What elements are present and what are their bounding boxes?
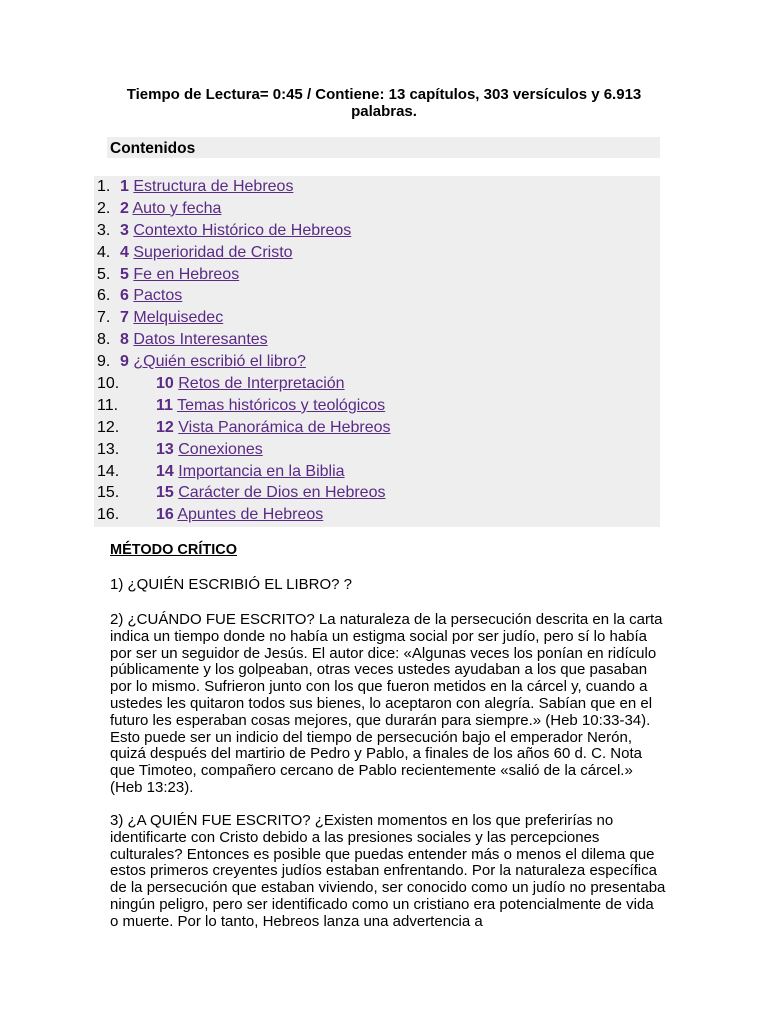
toc-number: 10. xyxy=(97,375,120,393)
toc-chapter: 7 xyxy=(120,309,129,327)
toc-number: 11. xyxy=(97,396,119,414)
toc-link[interactable]: Temas históricos y teológicos xyxy=(177,396,386,414)
toc-chapter: 2 xyxy=(120,199,129,217)
toc-item[interactable] xyxy=(94,395,660,417)
toc-link[interactable]: Carácter de Dios en Hebreos xyxy=(178,484,386,502)
table-of-contents xyxy=(94,176,660,527)
toc-item[interactable] xyxy=(94,242,660,264)
toc-link[interactable]: Auto y fecha xyxy=(132,199,222,217)
toc-link[interactable]: Superioridad de Cristo xyxy=(133,243,293,261)
toc-link[interactable]: Retos de Interpretación xyxy=(178,375,345,393)
toc-chapter: 5 xyxy=(120,265,129,283)
contents-title: Contenidos xyxy=(110,140,196,157)
toc-number: 2. xyxy=(97,199,111,217)
question-2: 2) ¿CUÁNDO FUE ESCRITO? La naturaleza de la persecución descrita en la carta indica un tiempo donde no había un estigma social por ser judío, pero sí lo había por ser un seguidor de Jesús. El autor dice: «Algunas veces los ponían en ridículo públicamente y los golpeaban, otras veces ustedes ayudaban a los que pasaban por lo mismo. Sufrieron junto con los que fueron metidos en la cárcel y, cuando a ustedes les quitaron todos sus bienes, lo aceptaron con alegría. Sabían que en el futuro les esperaban cosas mejores, que durarán para siempre.» (Heb 10:33-34). Esto puede ser un indicio del tiempo de persecución bajo el emperador Nerón, quizá después del martirio de Pedro y Pablo, a finales de los años 60 d. C. Nota que Timoteo, compañero cercano de Pablo recientemente «salió de la cárcel.» (Heb 13:23). xyxy=(110,611,663,796)
toc-link[interactable]: Fe en Hebreos xyxy=(133,265,240,283)
toc-number: 3. xyxy=(97,221,111,239)
toc-item[interactable] xyxy=(94,307,660,329)
toc-number: 9. xyxy=(97,353,111,371)
toc-chapter: 9 xyxy=(120,353,129,371)
toc-number: 4. xyxy=(97,243,111,261)
toc-link[interactable]: Melquisedec xyxy=(133,309,224,327)
toc-item[interactable] xyxy=(94,264,660,286)
toc-chapter: 16 xyxy=(156,506,174,524)
question-3: 3) ¿A QUIÉN FUE ESCRITO? ¿Existen momentos en los que preferirías no identificarte con Cristo debido a las presiones sociales y las percepciones culturales? Entonces es posible que puedas entender más o menos el dilema que estos primeros creyentes judíos estaban enfrentando. Por la naturaleza específica de la persecución que estaban viviendo, ser conocido como un judío no presentaba ningún peligro, pero ser identificado como un cristiano era potencialmente de vida o muerte. Por lo tanto, Hebreos lanza una advertencia a xyxy=(110,812,666,930)
section-title: MÉTODO CRÍTICO xyxy=(110,542,238,558)
question-1: 1) ¿QUIÉN ESCRIBIÓ EL LIBRO? ? xyxy=(110,576,353,593)
contents-header xyxy=(107,137,660,158)
toc-chapter: 4 xyxy=(120,243,129,261)
toc-item[interactable] xyxy=(94,504,660,526)
toc-link[interactable]: Importancia en la Biblia xyxy=(178,462,345,480)
toc-chapter: 12 xyxy=(156,418,174,436)
toc-chapter: 6 xyxy=(120,287,129,305)
toc-chapter: 15 xyxy=(156,484,174,502)
toc-item[interactable] xyxy=(94,417,660,439)
toc-link[interactable]: Contexto Histórico de Hebreos xyxy=(133,221,352,239)
toc-link[interactable]: Estructura de Hebreos xyxy=(133,178,294,195)
reading-time-line-2: palabras. xyxy=(351,103,417,120)
toc-number: 16. xyxy=(97,506,120,524)
toc-item[interactable] xyxy=(94,351,660,373)
reading-time-header xyxy=(100,86,668,120)
toc-number: 7. xyxy=(97,309,111,327)
toc-number: 6. xyxy=(97,287,111,305)
toc-number: 13. xyxy=(97,440,120,458)
toc-item[interactable] xyxy=(94,176,660,198)
toc-link[interactable]: Pactos xyxy=(133,287,183,305)
toc-number: 14. xyxy=(97,462,120,480)
toc-chapter: 8 xyxy=(120,331,129,349)
toc-number: 12. xyxy=(97,418,120,436)
toc-link[interactable]: Conexiones xyxy=(178,440,263,458)
toc-link[interactable]: Apuntes de Hebreos xyxy=(177,506,324,524)
toc-item[interactable] xyxy=(94,198,660,220)
toc-item[interactable] xyxy=(94,482,660,504)
toc-number: 8. xyxy=(97,331,111,349)
toc-link[interactable]: Vista Panorámica de Hebreos xyxy=(178,418,391,436)
toc-chapter: 14 xyxy=(156,462,174,480)
toc-item[interactable] xyxy=(94,329,660,351)
toc-number: 15. xyxy=(97,484,120,502)
toc-item[interactable] xyxy=(94,373,660,395)
toc-item[interactable] xyxy=(94,220,660,242)
toc-chapter: 13 xyxy=(156,440,174,458)
toc-link[interactable]: Datos Interesantes xyxy=(133,331,268,349)
toc-number: 1. xyxy=(97,178,111,195)
toc-chapter: 1 xyxy=(120,178,129,195)
toc-item[interactable] xyxy=(94,461,660,483)
reading-time-line-1: Tiempo de Lectura= 0:45 / Contiene: 13 capítulos, 303 versículos y 6.913 xyxy=(126,86,642,103)
toc-number: 5. xyxy=(97,265,111,283)
toc-chapter: 11 xyxy=(156,396,173,414)
toc-item[interactable] xyxy=(94,439,660,461)
toc-item[interactable] xyxy=(94,285,660,307)
toc-chapter: 3 xyxy=(120,221,129,239)
toc-chapter: 10 xyxy=(156,375,174,393)
toc-link[interactable]: ¿Quién escribió el libro? xyxy=(133,353,306,371)
